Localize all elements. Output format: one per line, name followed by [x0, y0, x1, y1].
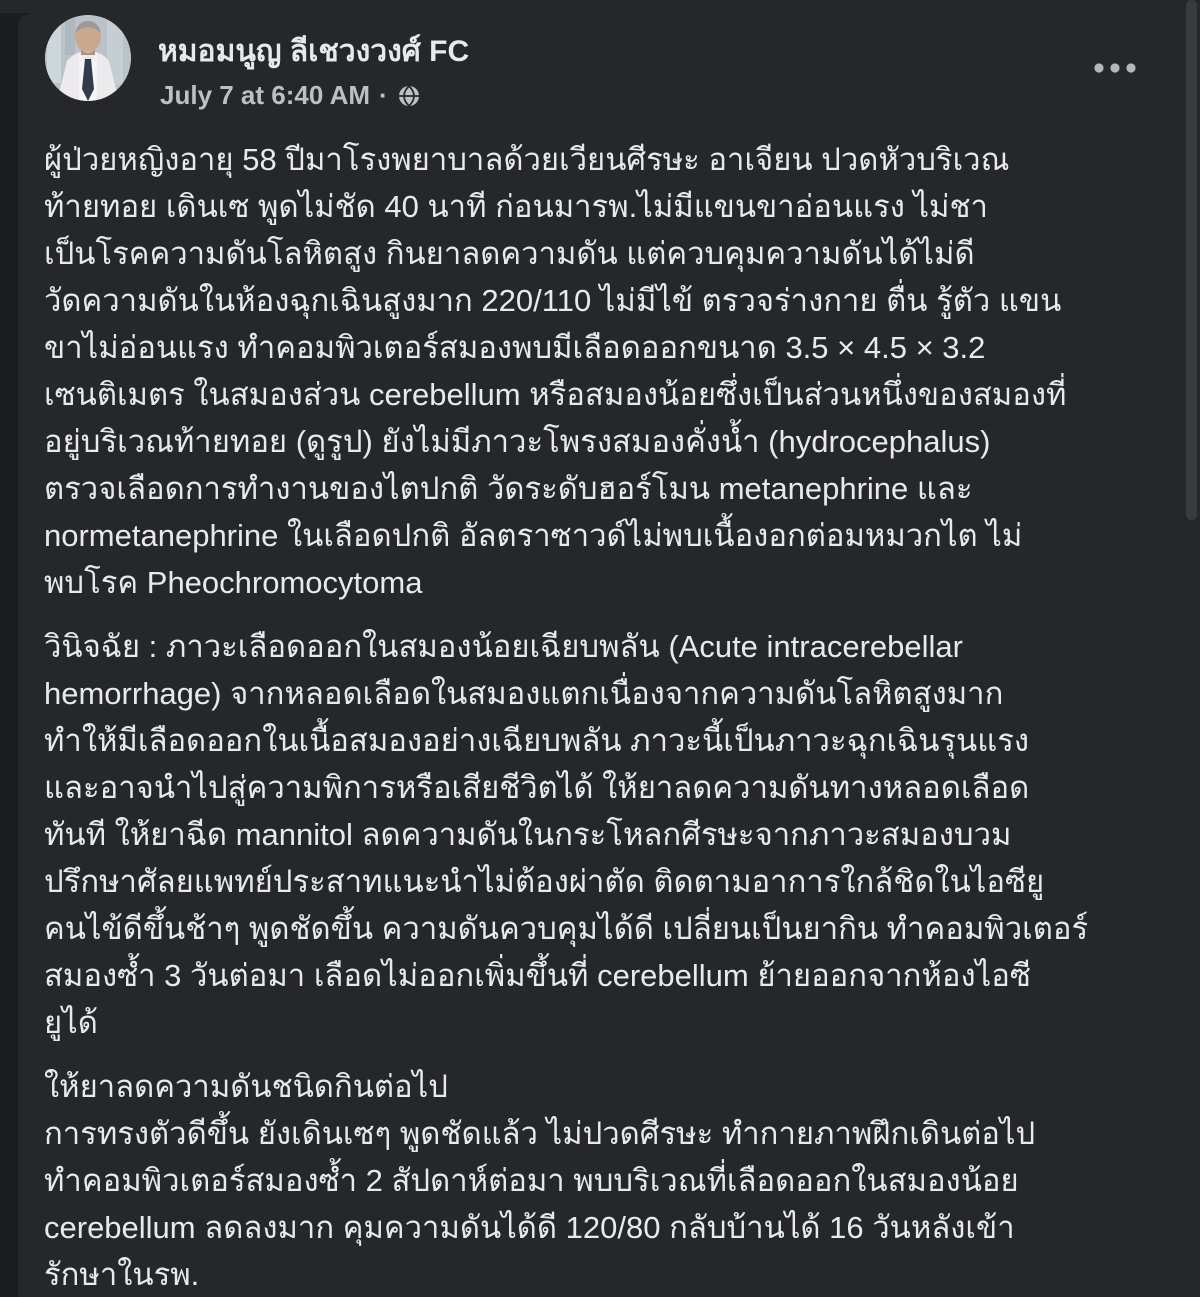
avatar[interactable] [45, 15, 131, 101]
post-text-line: normetanephrine ในเลือดปกติ อัลตราซาวด์ไม่พบเนื้องอกต่อมหมวกไต ไม่ [44, 518, 1023, 553]
three-dots-icon [1093, 62, 1141, 74]
post-text-line: ยูได้ [44, 1005, 98, 1040]
post-text-line: และอาจนำไปสู่ความพิการหรือเสียชีวิตได้ ให้ยาลดความดันทางหลอดเลือด [44, 770, 1030, 805]
globe-icon [397, 84, 421, 108]
post-paragraph [44, 1063, 1184, 1297]
post-text-line: ทันที ให้ยาฉีด mannitol ลดความดันในกระโหลกศีรษะจากภาวะสมองบวม [44, 817, 1012, 852]
post-paragraph [44, 136, 1184, 606]
scrollbar-thumb[interactable] [1186, 0, 1197, 520]
post-text-line: วินิจฉัย : ภาวะเลือดออกในสมองน้อยเฉียบพลัน (Acute intracerebellar [44, 629, 963, 664]
post-text-line: ขาไม่อ่อนแรง ทำคอมพิวเตอร์สมองพบมีเลือดออกขนาด 3.5 × 4.5 × 3.2 [44, 330, 986, 365]
post-text-line: ทำคอมพิวเตอร์สมองซ้ำ 2 สัปดาห์ต่อมา พบบริเวณที่เลือดออกในสมองน้อย [44, 1163, 1019, 1198]
doctor-profile-photo-icon [45, 15, 131, 101]
post-text-line: hemorrhage) จากหลอดเลือดในสมองแตกเนื่องจากความดันโลหิตสูงมาก [44, 676, 1004, 711]
post-meta [160, 80, 421, 111]
post-text-line: cerebellum ลดลงมาก คุมความดันได้ดี 120/80 กลับบ้านได้ 16 วันหลังเข้า [44, 1210, 1015, 1245]
page-background-strip [0, 13, 18, 1297]
post-text-line: วัดความดันในห้องฉุกเฉินสูงมาก 220/110 ไม่มีไข้ ตรวจร่างกาย ตื่น รู้ตัว แขน [44, 283, 1062, 318]
post-text-line: ตรวจเลือดการทำงานของไตปกติ วัดระดับฮอร์โมน metanephrine และ [44, 471, 973, 506]
more-options-button[interactable] [1082, 50, 1152, 86]
post-text-line: ปรึกษาศัลยแพทย์ประสาทแนะนำไม่ต้องผ่าตัด ติดตามอาการใกล้ชิดในไอซียู [44, 864, 1045, 899]
post-text-line: พบโรค Pheochromocytoma [44, 565, 423, 600]
post-text-line: ท้ายทอย เดินเซ พูดไม่ชัด 40 นาที ก่อนมารพ.ไม่มีแขนขาอ่อนแรง ไม่ชา [44, 189, 988, 224]
post-text-line: เซนติเมตร ในสมองส่วน cerebellum หรือสมองน้อยซึ่งเป็นส่วนหนึ่งของสมองที่ [44, 377, 1067, 412]
post-text-line: สมองซ้ำ 3 วันต่อมา เลือดไม่ออกเพิ่มขึ้นที่ cerebellum ย้ายออกจากห้องไอซี [44, 958, 1031, 993]
post-body [44, 136, 1184, 1297]
post-text-line: อยู่บริเวณท้ายทอย (ดูรูป) ยังไม่มีภาวะโพรงสมองคั่งน้ำ (hydrocephalus) [44, 424, 991, 459]
meta-separator: · [379, 80, 388, 110]
post-text-line: ผู้ป่วยหญิงอายุ 58 ปีมาโรงพยาบาลด้วยเวียนศีรษะ อาเจียน ปวดหัวบริเวณ [44, 142, 1010, 177]
post-text-line: การทรงตัวดีขึ้น ยังเดินเซๆ พูดชัดแล้ว ไม่ปวดศีรษะ ทำกายภาพฝึกเดินต่อไป [44, 1116, 1036, 1151]
post-text-line: ทำให้มีเลือดออกในเนื้อสมองอย่างเฉียบพลัน ภาวะนี้เป็นภาวะฉุกเฉินรุนแรง [44, 723, 1030, 758]
post-text-line: ให้ยาลดความดันชนิดกินต่อไป [44, 1069, 448, 1104]
post-text-line: คนไข้ดีขึ้นช้าๆ พูดชัดขึ้น ความดันควบคุมได้ดี เปลี่ยนเป็นยากิน ทำคอมพิวเตอร์ [44, 911, 1089, 946]
timestamp[interactable]: July 7 at 6:40 AM [160, 80, 371, 110]
post-text-line: เป็นโรคความดันโลหิตสูง กินยาลดความดัน แต่ควบคุมความดันได้ไม่ดี [44, 236, 975, 271]
post-paragraph [44, 623, 1184, 1046]
post-text-line: รักษาในรพ. [44, 1257, 200, 1292]
page-name[interactable]: หมอมนูญ ลีเชวงวงศ์ FC [158, 35, 470, 68]
